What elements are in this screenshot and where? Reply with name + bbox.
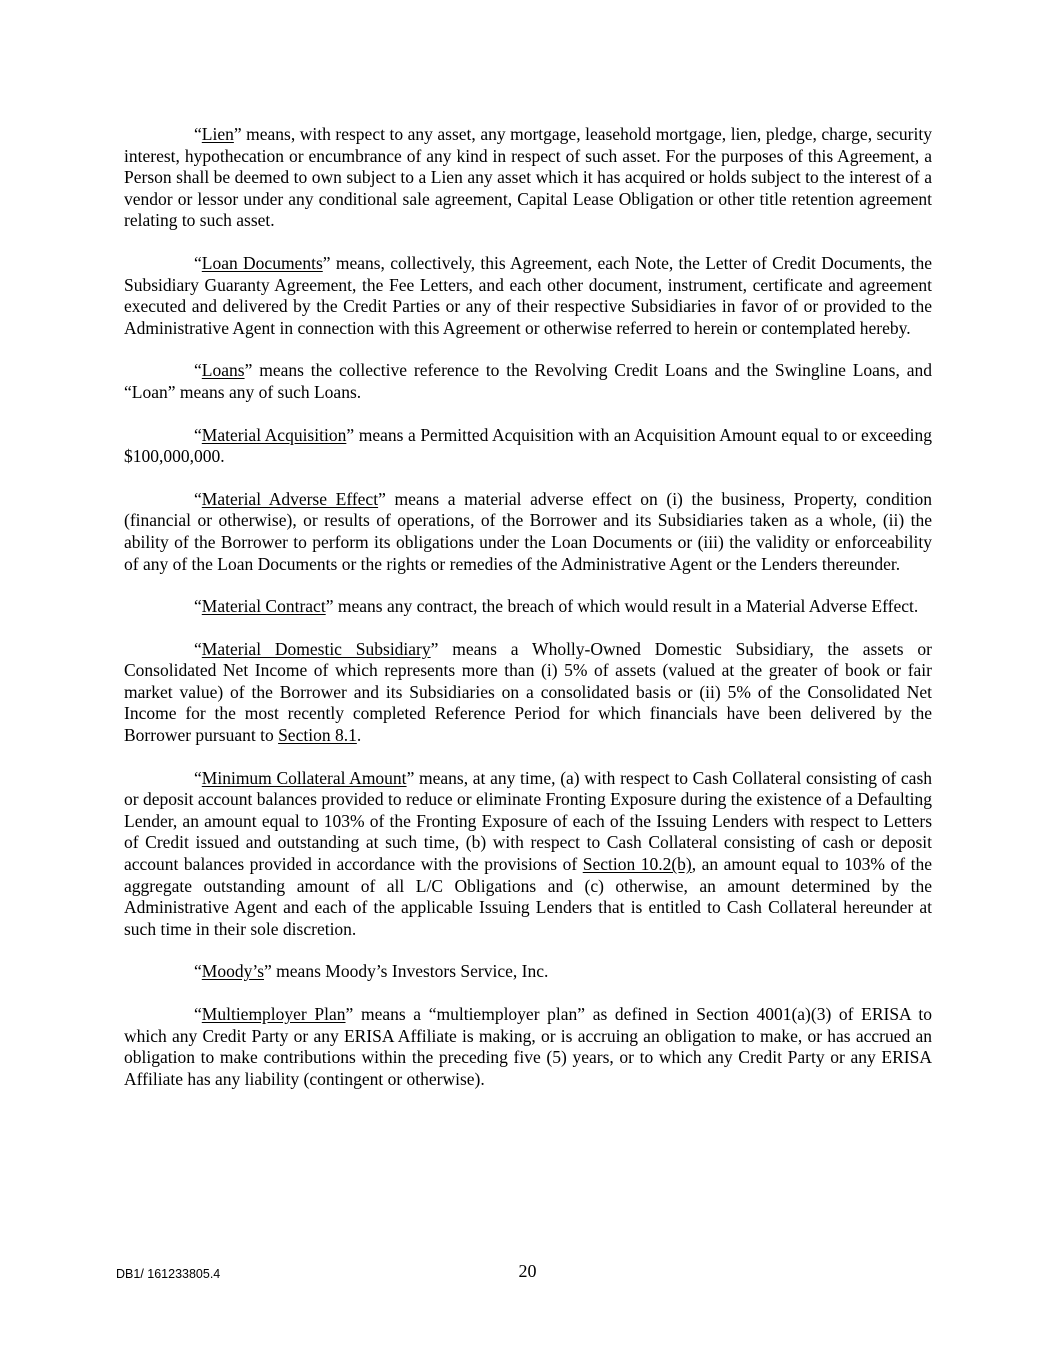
defined-term: Material Contract (201, 596, 326, 617)
section-reference-link[interactable]: Section 8.1 (278, 725, 357, 746)
definition-loans: “Loans” means the collective reference to the Revolving Credit Loans and the Swingline Loans, and “Loan” means any of such Loans. (124, 360, 932, 402)
definition-loan-documents: “Loan Documents” means, collectively, this Agreement, each Note, the Letter of Credit Documents, the Subsidiary Guaranty Agreement, the Fee Letters, and each other document, instrument, certificate and agreement executed and delivered by the Credit Parties or any of their respective Subsidiaries in favor of or provided to the Administrative Agent in connection with this Agreement or otherwise referred to herein or contemplated hereby. (124, 252, 932, 338)
page-number: 20 (518, 1261, 537, 1281)
definition-lien: “Lien” means, with respect to any asset, any mortgage, leasehold mortgage, lien, pledge, charge, security interest, hypothecation or encumbrance of any kind in respect of such asset. For the purposes of this Agreement, a Person shall be deemed to own subject to a Lien any asset which it has acquired or holds subject to the interest of a vendor or lessor under any conditional sale agreement, Capital Lease Obligation or other title retention agreement relating to such asset. (124, 124, 932, 231)
definition-text: means a material adverse effect on (i) the business, Property, condition (financial or otherwise), or results of operations, of the Borrower and its Subsidiaries taken as a whole, (ii) the ability of the Borrower to perform its obligations under the Loan Documents or (iii) the validity or enforceability of any of the Loan Documents or the rights or remedies of the Administrative Agent or the Lenders thereunder. (124, 488, 933, 574)
section-reference-link[interactable]: Section 10.2(b) (582, 854, 692, 875)
definition-text: means the collective reference to the Revolving Credit Loans and the Swingline Loans, and “Loan” means any of such Loans. (124, 360, 932, 402)
defined-term: Loan Documents (201, 252, 323, 273)
defined-term: Material Acquisition (201, 424, 347, 445)
definition-minimum-collateral-amount: “Minimum Collateral Amount” means, at any time, (a) with respect to Cash Collateral consisting of cash or deposit account balances provided to reduce or eliminate Fronting Exposure during the existence of a Defaulting Lender, an amount equal to 103% of the Fronting Exposure of each of the Issuing Lenders with respect to Letters of Credit issued and outstanding at such time, (b) with respect to Cash Collateral consisting of cash or deposit account balances provided in accordance with the provisions of Section 10.2(b), an amount equal to 103% of the aggregate outstanding amount of all L/C Obligations and (c) otherwise, an amount determined by the Administrative Agent and each of the applicable Issuing Lenders that is entitled to Cash Collateral hereunder at such time in their sole discretion. (124, 767, 933, 939)
definition-text: means, collectively, this Agreement, each Note, the Letter of Credit Documents, the Subsidiary Guaranty Agreement, the Fee Letters, and each other document, instrument, certificate and agreement executed and delivered by the Credit Parties or any of their respective Subsidiaries in favor of or provided to the Administrative Agent in connection with this Agreement or otherwise referred to herein or contemplated hereby. (124, 252, 932, 338)
definition-material-domestic-subsidiary: “Material Domestic Subsidiary” means a Wholly-Owned Domestic Subsidiary, the assets or Consolidated Net Income of which represents more than (i) 5% of assets (valued at the greater of book or fair market value) of the Borrower and its Subsidiaries on a consolidated basis or (ii) 5% of the Consolidated Net Income for the most recently completed Reference Period for which financials have been delivered by the Borrower pursuant to Section 8.1. (124, 638, 932, 746)
definition-text: means Moody’s Investors Service, Inc. (271, 961, 549, 982)
definition-text: means, with respect to any asset, any mortgage, leasehold mortgage, lien, pledge, charge, security interest, hypothecation or encumbrance of any kind in respect of such asset. For the purposes of this Agreement, a Person shall be deemed to own subject to a Lien any asset which it has acquired or holds subject to the interest of a vendor or lessor under any conditional sale agreement, Capital Lease Obligation or other title retention agreement relating to such asset. (124, 124, 932, 231)
defined-term: Lien (201, 124, 234, 144)
document-body (124, 124, 932, 1111)
definition-material-acquisition: “Material Acquisition” means a Permitted Acquisition with an Acquisition Amount equal to or exceeding $100,000,000. (124, 424, 932, 467)
defined-term: Multiemployer Plan (201, 1004, 346, 1024)
defined-term: Material Adverse Effect (201, 488, 379, 509)
definition-material-adverse-effect: “Material Adverse Effect” means a material adverse effect on (i) the business, Property, condition (financial or otherwise), or results of operations, of the Borrower and its Subsidiaries taken as a whole, (ii) the ability of the Borrower to perform its obligations under the Loan Documents or (iii) the validity or enforceability of any of the Loan Documents or the rights or remedies of the Administrative Agent or the Lenders thereunder. (124, 488, 933, 574)
definition-text: means, at any time, (a) with respect to Cash Collateral consisting of cash or deposit account balances provided to reduce or eliminate Fronting Exposure during the existence of a Defaulting Lender, an amount equal to 103% of the Fronting Exposure of each of the Issuing Lenders with respect to Letters of Credit issued and outstanding at such time, (b) with respect to Cash Collateral consisting of cash or deposit account balances provided in accordance with the provisions of (124, 767, 933, 875)
definition-text: means a “multiemployer plan” as defined in Section 4001(a)(3) of ERISA to which any Credit Party or any ERISA Affiliate is making, or is accruing an obligation to make, or has accrued an obligation to make contributions within the preceding five (5) years, or to which any Credit Party or any ERISA Affiliate has any liability (contingent or otherwise). (124, 1004, 932, 1089)
definition-text-after: , an amount equal to 103% of the aggregate outstanding amount of all L/C Obligations and (c) otherwise, an amount determined by the Administrative Agent and each of the applicable Issuing Lenders that is entitled to Cash Collateral hereunder at such time in their sole discretion. (124, 854, 932, 939)
definition-moodys: “Moody’s” means Moody’s Investors Service, Inc. (194, 961, 549, 982)
defined-term: Material Domestic Subsidiary (201, 638, 431, 659)
definition-text: means any contract, the breach of which would result in a Material Adverse Effect. (333, 596, 919, 617)
definition-text: means a Wholly-Owned Domestic Subsidiary, the assets or Consolidated Net Income of which represents more than (i) 5% of assets (valued at the greater of book or fair market value) of the Borrower and its Subsidiaries on a consolidated basis or (ii) 5% of the Consolidated Net Income for the most recently completed Reference Period for which financials have been delivered by the Borrower pursuant to (124, 638, 932, 746)
definition-text-after: . (356, 725, 362, 746)
document-id: DB1/ 161233805.4 (116, 1267, 221, 1281)
definition-text: means a Permitted Acquisition with an Acquisition Amount equal to or exceeding $100,000,000. (124, 424, 932, 467)
definition-multiemployer-plan: “Multiemployer Plan” means a “multiemployer plan” as defined in Section 4001(a)(3) of ERISA to which any Credit Party or any ERISA Affiliate is making, or is accruing an obligation to make, or has accrued an obligation to make contributions within the preceding five (5) years, or to which any Credit Party or any ERISA Affiliate has any liability (contingent or otherwise). (124, 1004, 932, 1089)
defined-term: Moody’s (201, 961, 265, 982)
defined-term: Loans (201, 360, 245, 381)
defined-term: Minimum Collateral Amount (201, 767, 407, 788)
definition-material-contract: “Material Contract” means any contract, the breach of which would result in a Material Adverse Effect. (194, 596, 919, 617)
